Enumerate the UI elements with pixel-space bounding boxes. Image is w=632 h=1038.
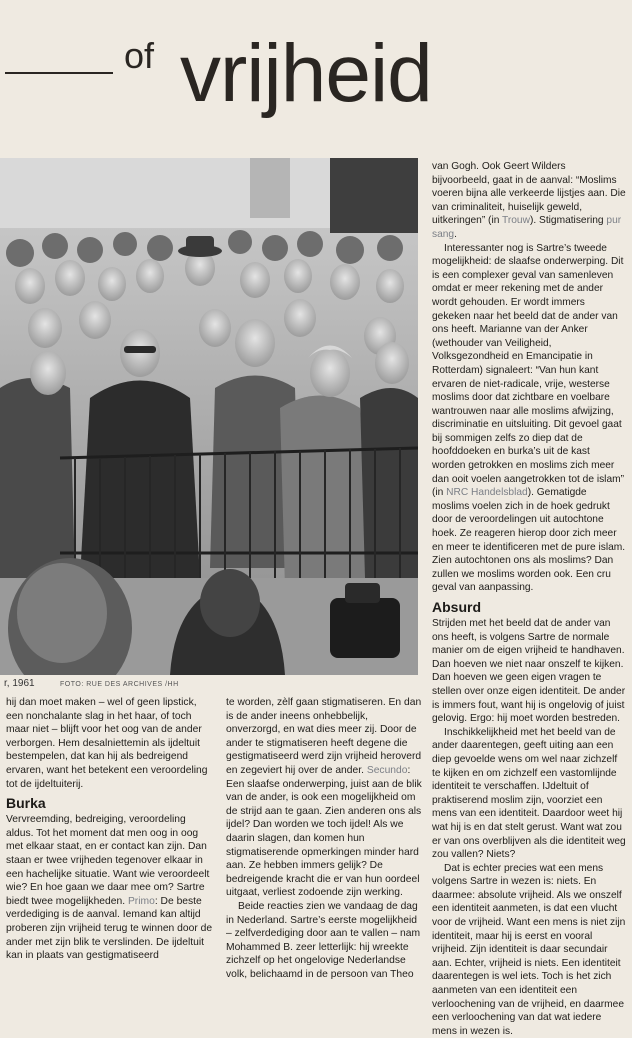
- right-paragraph-1: van Gogh. Ook Geert Wilders bijvoorbeeld, gaat in de aanval: “Moslims voeren bijna alle verkeerde lijstjes aan. Die van criminaliteit, huiselijk geweld, uitkeringen” (in Trouw). Stigmatisering pur sang.: [432, 161, 626, 240]
- right-paragraph-4: Inschikkelijkheid met het beeld van de ander daarentegen, geeft uiting aan een diep gevoelde wens om wel naar zichzelf te kijken en om zichzelf een vastomlijnde identiteit te verschaffen. IJdeltuit of praktiserend moslim zijn, voorziet een mens van een identiteit. Daardoor weet hij wat hij is en dat stelt gerust. Want wat zou er van ons overblijven als die identiteit weg zou vallen? Niets?: [432, 726, 626, 861]
- term-secundo: Secundo: [366, 764, 408, 776]
- headline-connector: of: [124, 35, 155, 76]
- right-paragraph-2: Interessanter nog is Sartre’s tweede mogelijkheid: de slaafse onderwerping. Dit is een complexer geval van samenleven omdat er meer rekening met de ander wordt gehouden. Er wordt immers gekeken naar het beeld dat de ander van ons heeft. Marianne van der Anker (wethouder van Veiligheid, Volksgezondheid en Emancipatie in Rotterdam) signaleert: “Van hun kant ervaren de niet-radicale, vrije, westerse moslims door dat zichtbare en voelbare wantrouwen naar alle moslims afwijzing, discriminatie en uitsluiting. Dit gevoel gaat bij sommigen zelfs zo diep dat de hoofddoeken en burka’s uit de kast worden getrokken en moslims zich meer dan ooit voelen aangetrokken tot de islam” (in NRC Handelsblad). Gematigde moslims voelen zich in de hoek gedrukt door de veroordelingen uit autochtone hoek. Ze reageren hierop door zich meer en meer te identificeren met de pure islam. Zien autochtonen ons als moslims? Dan zullen we moslims worden ook. Een cru geval van aanpassing.: [432, 242, 626, 594]
- left-paragraph-2: Vervreemding, bedreiging, veroordeling aldus. Tot het moment dat men oog in oog met elkaar staat, en er contact kan zijn. Dan staan er twee vrijheden tegenover elkaar in een hachelijke situatie. Want wie veroordeelt wie? En hoe gaan we daar mee om? Sartre biedt twee mogelijkheden. Primo: De beste verdediging is de aanval. Iemand kan altijd proberen zijn vrijheid terug te winnen door de ander met zijn blik te verslinden. De ijdeltuit kan in plaats van gestigmatiseerd: [6, 814, 213, 962]
- photo-caption: [0, 678, 420, 692]
- headline-title: vrijheid: [180, 28, 432, 119]
- term-pur-sang: pur sang: [432, 215, 622, 240]
- right-paragraph-3: Strijden met het beeld dat de ander van ons heeft, is volgens Sartre de normale manier om de eigen vrijheid te handhaven. Dan hoeven we niet naar onszelf te kijken. Dan hoeven we geen eigen vragen te stellen over onze eigen identiteit. De ander is immers fout, want hij is ongelovig of juist gelovig. Ergo: hij moet worden bestreden.: [432, 618, 626, 725]
- left-paragraph-1: hij dan moet maken – wel of geen lipstick, een nonchalante slag in het haar, of toch maar niet – blijft voor het oog van de ander verborgen. Hem desalniettemin als ijdeltuit bestempelen, dat kan hij als bedreigend ervaren, want het betekent een veroordeling tot de ijdeltuiterij.: [6, 697, 208, 790]
- source-nrc: NRC Handelsblad: [446, 487, 528, 499]
- term-primo: Primo: [127, 895, 155, 907]
- source-trouw: Trouw: [502, 215, 530, 227]
- subheading-absurd: Absurd: [432, 599, 481, 615]
- crowd-photo: [0, 158, 418, 675]
- left-column: [6, 696, 214, 963]
- headline-rule: [5, 72, 113, 74]
- right-paragraph-5: Dat is echter precies wat een mens volgens Sartre in wezen is: niets. En daarmee: absolute vrijheid. Als we onszelf een identiteit aanmeten, is dat een vlucht voor de vrijheid. Want een mens is niet zijn identiteit, maar hij is eerst en vooral vrijheid. Zijn identiteit is daar secundair aan. Echter, vrijheid is niets. Een identiteit daarentegen is wel iets. Toch is het zich aanmeten van een identiteit een verloochening van de vrijheid, en daarmee een verloochening van dat wat iedere mens in wezen is.: [432, 862, 626, 1037]
- right-column: [432, 160, 626, 1038]
- middle-paragraph-1: te worden, zèlf gaan stigmatiseren. En dan is de ander ineens onhebbelijk, onverzorgd, en wat dies meer zij. Door de ander te stigmatiseren heeft degene die gestigmatiseerd werd zijn vrijheid heroverd en zegeviert hij over de ander. Secundo: Een slaafse onderwerping, juist aan de blik van de ander, is ook een mogelijkheid om de strijd aan te gaan. Zien anderen ons als ijdel? Dan worden we toch ijdel! Als we daarin slagen, dan komen hun stigmatiserende opmerkingen minder hard aan. Ze hebben immers gelijk? De bedreigende kracht die er van hun oordeel uitgaat, verliest zodoende zijn werking.: [226, 697, 422, 899]
- caption-year: r, 1961: [4, 678, 35, 689]
- middle-column: [226, 696, 422, 981]
- subheading-burka: Burka: [6, 795, 46, 812]
- photo-credit: FOTO: RUE DES ARCHIVES /HH: [60, 681, 179, 688]
- middle-paragraph-2: Beide reacties zien we vandaag de dag in Nederland. Sartre’s eerste mogelijkheid – zelfverdediging door aan te vallen – nam Mohammed B. zeer letterlijk: hij wreekte zichzelf op het ongelovige Nederlandse volk, belichaamd in de persoon van Theo: [226, 900, 421, 980]
